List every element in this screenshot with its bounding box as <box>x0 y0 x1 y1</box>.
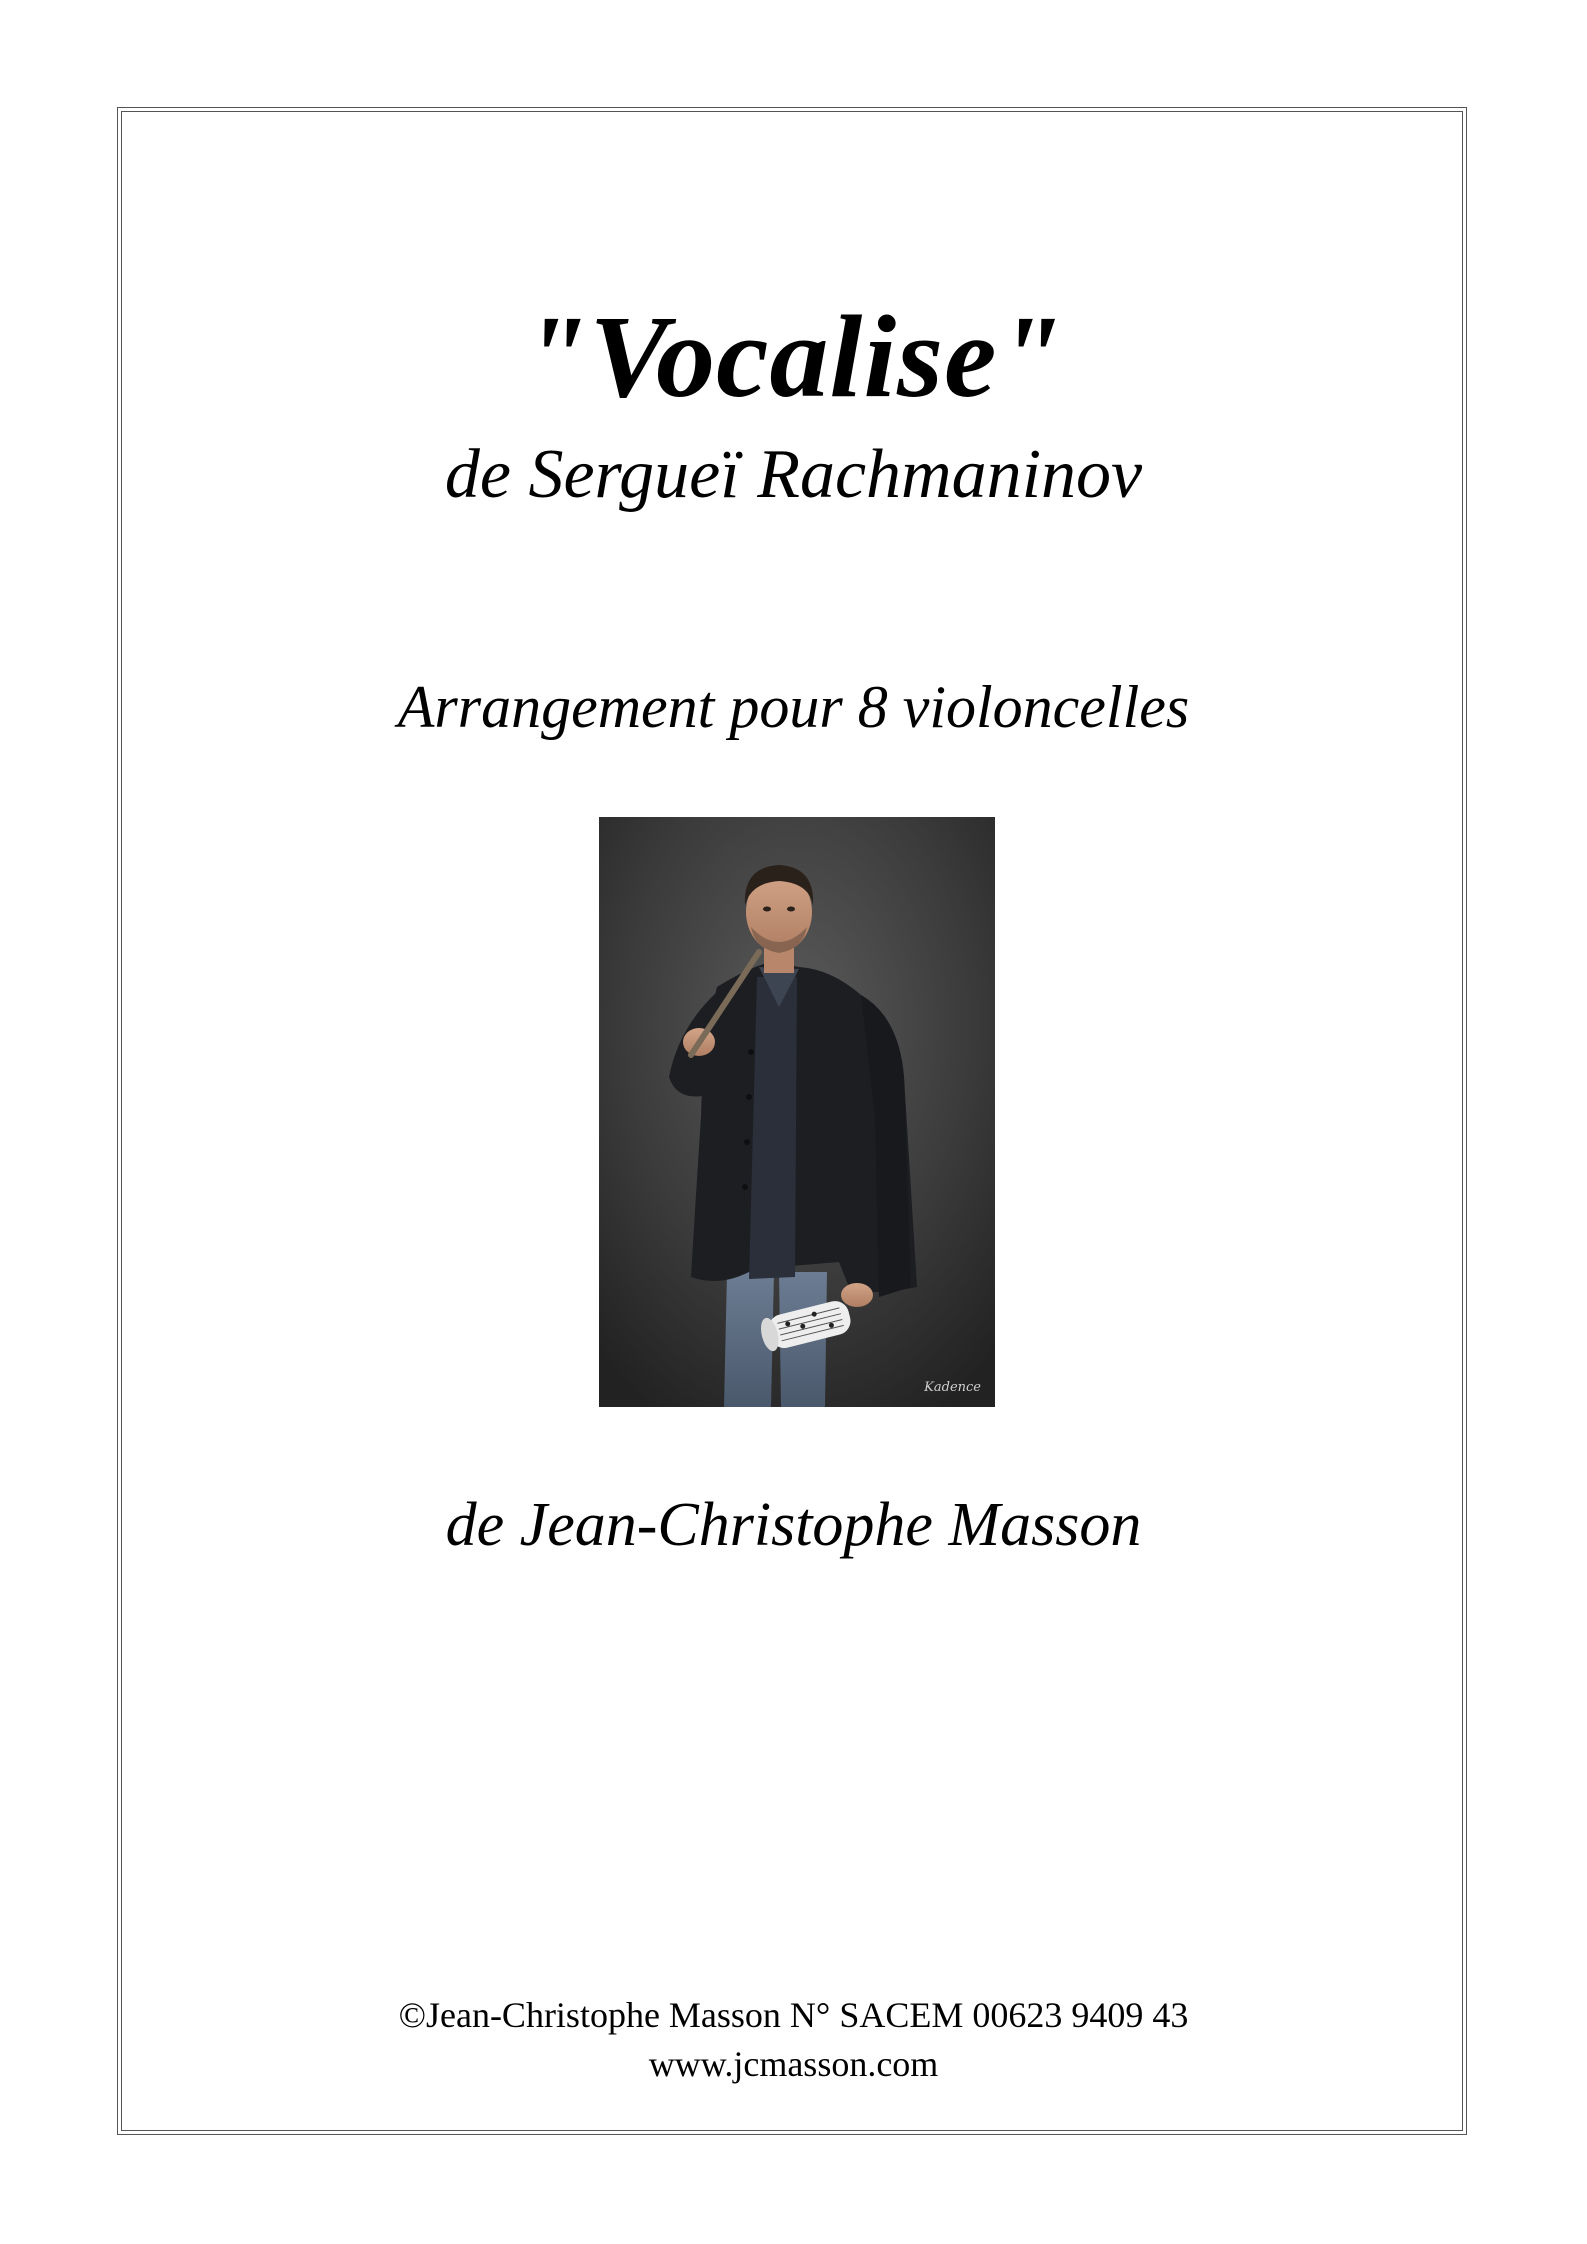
arranger-portrait-photo <box>599 817 995 1407</box>
arrangement-line: Arrangement pour 8 violoncelles <box>397 674 1190 740</box>
copyright-notice: ©Jean-Christophe Masson N° SACEM 00623 9409 43 <box>398 1995 1189 2035</box>
score-title: "Vocalise" <box>523 291 1064 422</box>
website-link[interactable]: www.jcmasson.com <box>648 2044 939 2084</box>
photographer-signature: Kadence <box>924 1380 981 1395</box>
composer-line: de Sergueï Rachmaninov <box>444 436 1143 513</box>
arranger-line: de Jean-Christophe Masson <box>445 1491 1142 1559</box>
